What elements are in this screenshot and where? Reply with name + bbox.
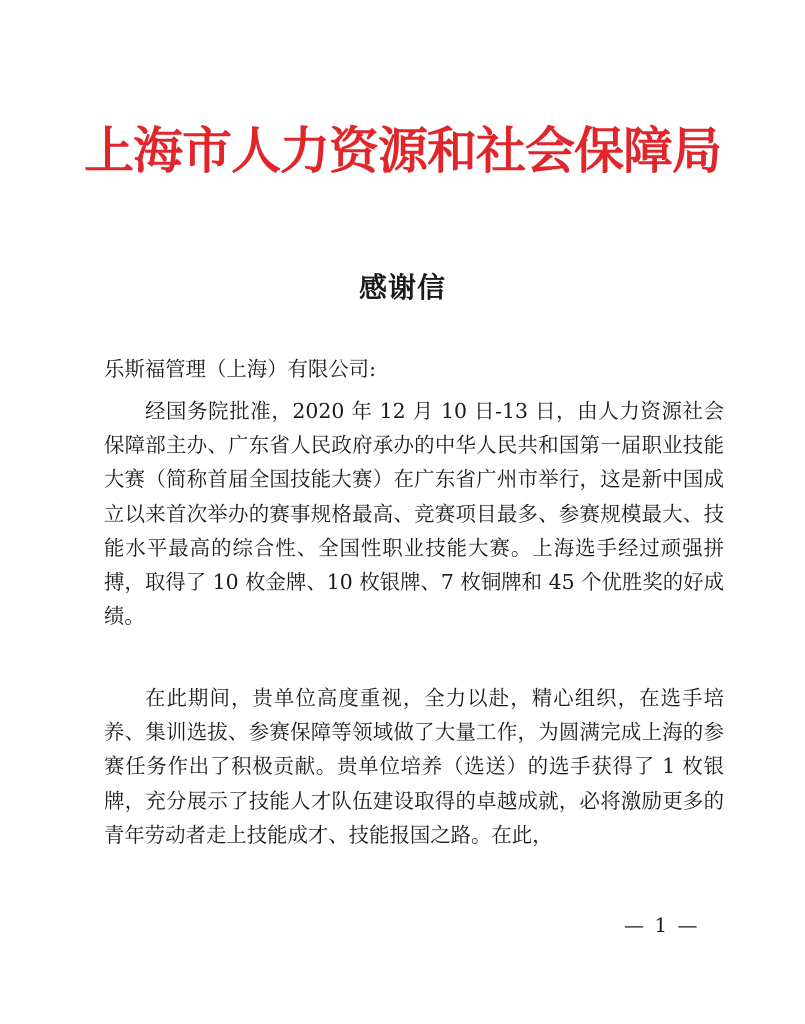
- letter-salutation: 乐斯福管理（上海）有限公司:: [104, 357, 376, 381]
- letterhead-org-name: 上海市人力资源和社会保障局: [84, 121, 721, 180]
- letter-title: 感谢信: [358, 271, 446, 304]
- letter-paragraph-1: 经国务院批准，2020 年 12 月 10 日-13 日，由人力资源社会保障部主办、广东省人民政府承办的中华人民共和国第一届职业技能大赛（简称首届全国技能大赛）在广东省广州市举行，这是新中国成立以来首次举办的赛事规格最高、竞赛项目最多、参赛规模最大、技能水平最高的综合性、全国性职业技能大赛。上海选手经过顽强拼搏，取得了 10 枚金牌、10 枚银牌、7 枚铜牌和 45 个优胜奖的好成绩。: [104, 399, 724, 629]
- page-number: — 1 —: [624, 913, 700, 937]
- letter-paragraph-2: 在此期间，贵单位高度重视，全力以赴，精心组织，在选手培养、集训选拔、参赛保障等领域做了大量工作，为圆满完成上海的参赛任务作出了积极贡献。贵单位培养（选送）的选手获得了 1 枚银牌，充分展示了技能人才队伍建设取得的卓越成就，必将激励更多的青年劳动者走上技能成才、技能报国之路。在此，: [104, 686, 724, 847]
